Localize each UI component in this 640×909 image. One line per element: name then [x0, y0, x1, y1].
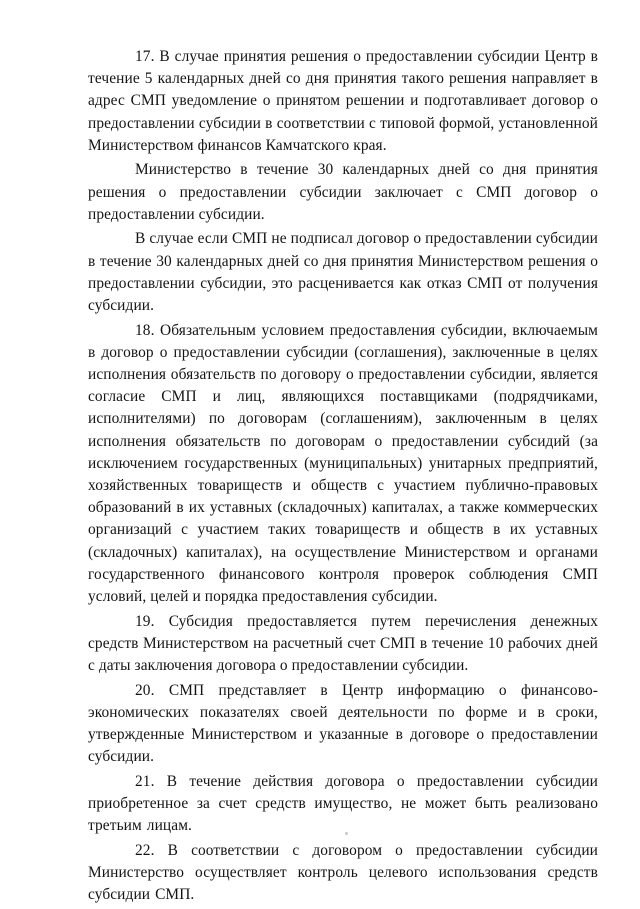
paragraph-17: 17. В случае принятия решения о предоставлении субсидии Центр в течение 5 календарных дней со дня принятия такого решения направляет в адрес СМП уведомление о принятом решении и подготавливает договор о предоставлении субсидии в соответствии с типовой формой, установленной Министерством финансов Камчатского края.	[88, 48, 598, 154]
paragraph-22: 22. В соответствии с договором о предоставлении субсидии Министерство осуществляет контроль целевого использования средств субсидии СМП.	[88, 841, 598, 904]
paragraph-ministry-contract: Министерство в течение 30 календарных дней со дня принятия решения о предоставлении субсидии заключает с СМП договор о предоставлении субсидии.	[88, 161, 598, 223]
paragraph-19: 19. Субсидия предоставляется путем перечисления денежных средств Министерством на расчетный счет СМП в течение 10 рабочих дней с даты заключения договора о предоставлении субсидии.	[88, 612, 598, 675]
paragraph-21: 21. В течение действия договора о предоставлении субсидии приобретенное за счет средств имущество, не может быть реализовано третьим лицам.	[88, 772, 598, 835]
paragraph-20: 20. СМП представляет в Центр информацию о финансово-экономических показателях своей деятельности по форме и в сроки, утвержденные Министерством и указанные в договоре о предоставлении субсидии.	[88, 681, 598, 766]
scan-speck	[345, 832, 348, 835]
paragraph-refusal: В случае если СМП не подписал договор о предоставлении субсидии в течение 30 календарных дней со дня принятия Министерством решения о предоставлении субсидии, это расценивается как отказ СМП от получения субсидии.	[88, 230, 598, 315]
paragraph-18: 18. Обязательным условием предоставления субсидии, включаемым в договор о предоставлении субсидии (соглашения), заключенные в целях исполнения обязательств по договору о предоставлении субсидии, является согласие СМП и лиц, являющихся поставщиками (подрядчиками, исполнителями) по договорам (соглашениям), заключенным в целях исполнения обязательств по договорам о предоставлении субсидий (за исключением государственных (муниципальных) унитарных предприятий, хозяйственных товариществ и обществ с участием публично-правовых образований в их уставных (складочных) капиталах, а также коммерческих организаций с участием таких товариществ и обществ в их уставных (складочных) капиталах), на осуществление Министерством и органами государственного финансового контроля проверок соблюдения СМП условий, целей и порядка предоставления субсидии.	[88, 321, 598, 606]
document-body	[88, 46, 598, 909]
